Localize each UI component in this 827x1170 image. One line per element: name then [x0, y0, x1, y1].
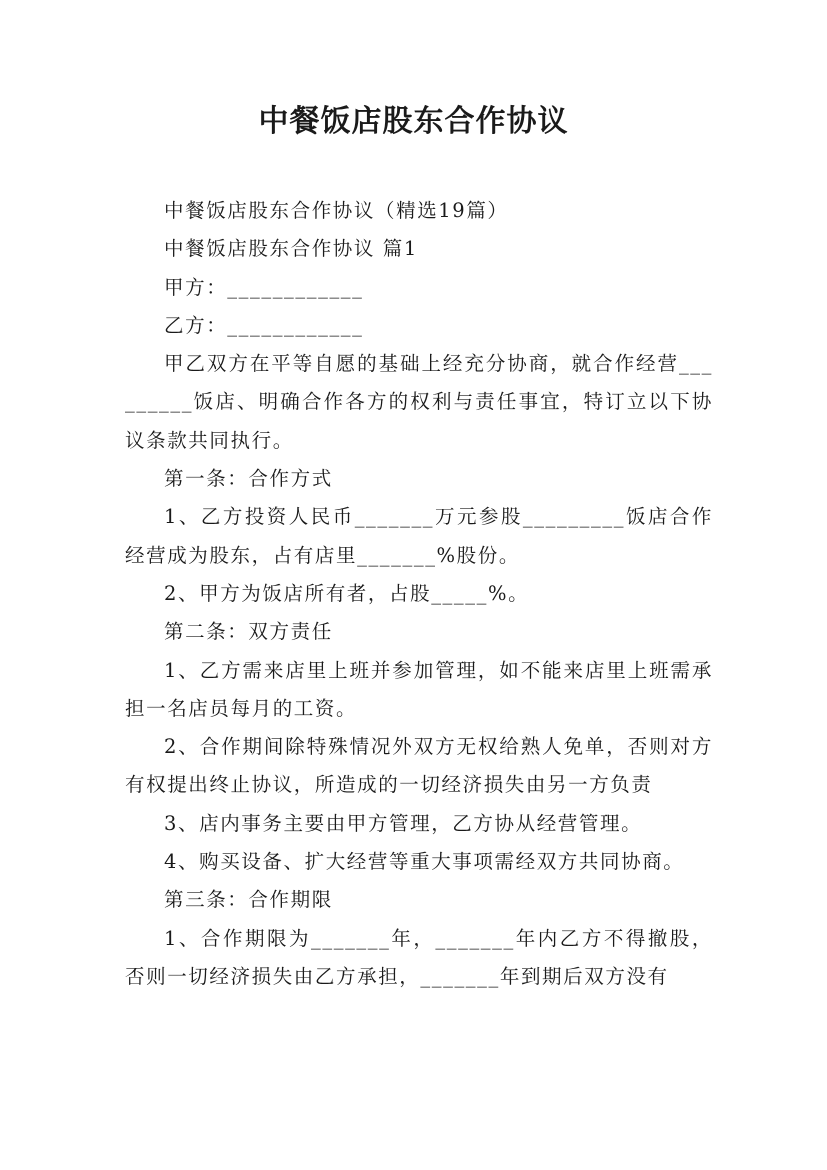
clause-paragraph: 2、合作期间除特殊情况外双方无权给熟人免单，否则对方有权提出终止协议，所造成的一切经济损失由另一方负责	[125, 735, 713, 797]
section-heading: 中餐饭店股东合作协议 篇1	[164, 237, 418, 261]
clause-paragraph: 1、合作期限为_______年，_______年内乙方不得撤股，否则一切经济损失由乙方承担，_______年到期后双方没有	[125, 926, 713, 988]
article-heading: 第一条：合作方式	[164, 467, 333, 491]
subtitle-paragraph: 中餐饭店股东合作协议（精选19篇）	[164, 199, 509, 222]
party-b-line: 乙方：____________	[164, 313, 364, 337]
party-a-line: 甲方：____________	[164, 275, 364, 299]
document-title: 中餐饭店股东合作协议	[258, 104, 569, 139]
clause-paragraph: 4、购买设备、扩大经营等重大事项需经双方共同协商。	[164, 850, 685, 874]
clause-paragraph: 3、店内事务主要由甲方管理，乙方协从经营管理。	[164, 811, 643, 835]
document-body	[125, 192, 713, 996]
clause-paragraph: 2、甲方为饭店所有者，占股_____%。	[164, 581, 530, 605]
article-heading: 第二条：双方责任	[164, 620, 333, 644]
clause-paragraph: 1、乙方投资人民币_______万元参股_________饭店合作经营成为股东，占有店里_______%股份。	[125, 505, 713, 567]
preamble-paragraph: 甲乙双方在平等自愿的基础上经充分协商，就合作经营_________饭店、明确合作各方的权利与责任事宜，特订立以下协议条款共同执行。	[125, 352, 713, 452]
clause-paragraph: 1、乙方需来店里上班并参加管理，如不能来店里上班需承担一名店员每月的工资。	[125, 658, 713, 720]
article-heading: 第三条：合作期限	[164, 888, 333, 912]
